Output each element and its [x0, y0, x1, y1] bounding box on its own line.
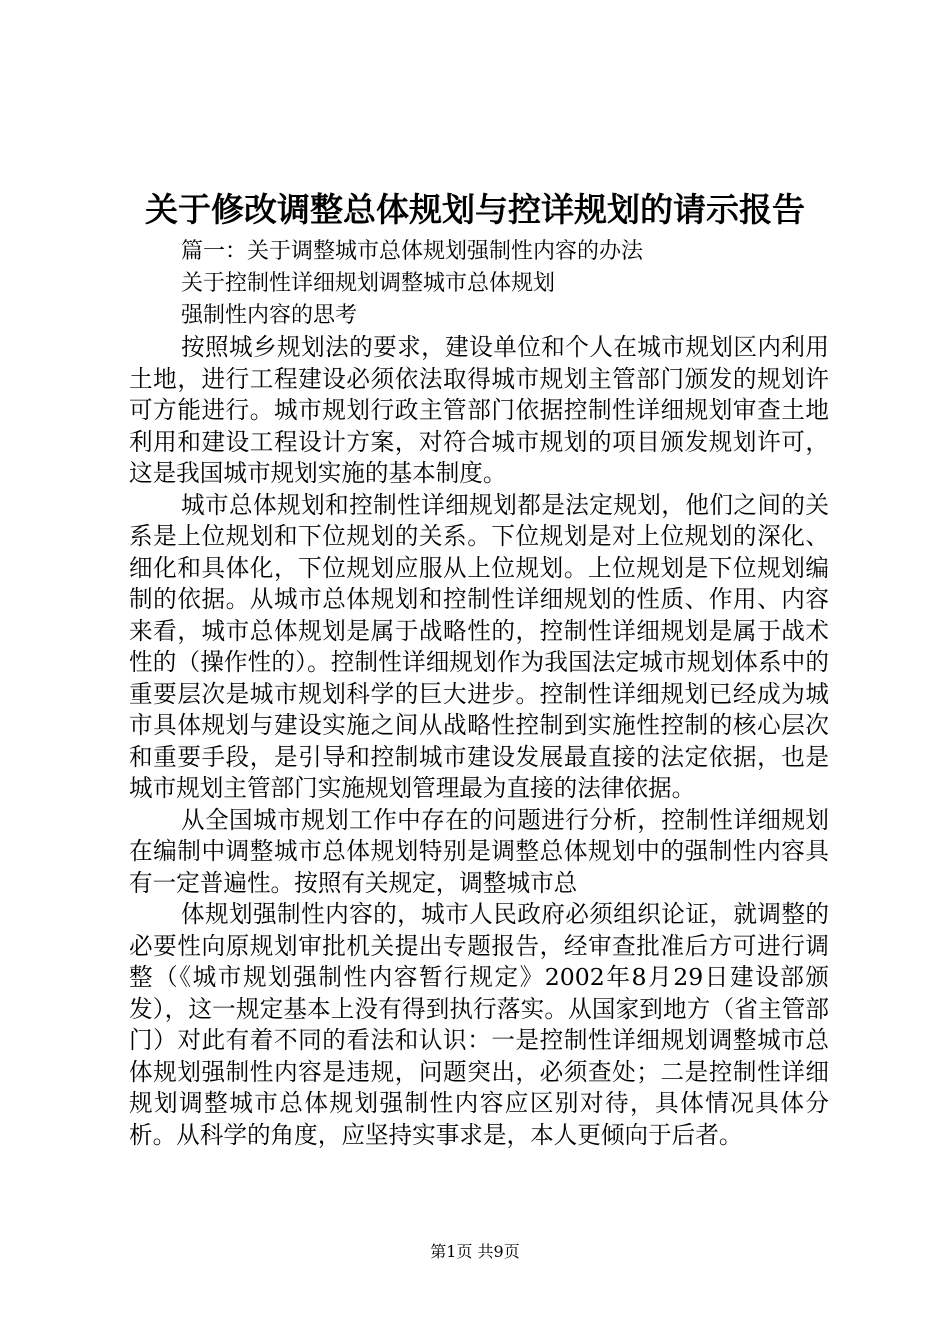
- intro-line: 强制性内容的思考: [181, 303, 358, 328]
- page-number-footer: 第1页 共9页: [430, 1242, 520, 1261]
- intro-line: 篇一：关于调整城市总体规划强制性内容的办法: [181, 239, 644, 264]
- document-title: 关于修改调整总体规划与控详规划的请示报告: [145, 190, 805, 229]
- body-paragraph: 从全国城市规划工作中存在的问题进行分析，控制性详细规划在编制中调整城市总体规划特别是调整总体规划中的强制性内容具有一定普遍性。按照有关规定，调整城市总: [129, 805, 829, 897]
- body-paragraph: 城市总体规划和控制性详细规划都是法定规划，他们之间的关系是上位规划和下位规划的关系。下位规划是对上位规划的深化、细化和具体化，下位规划应服从上位规划。上位规划是下位规划编制的依据。从城市总体规划和控制性详细规划的性质、作用、内容来看，城市总体规划是属于战略性的，控制性详细规划是属于战术性的（操作性的）。控制性详细规划作为我国法定城市规划体系中的重要层次是城市规划科学的巨大进步。控制性详细规划已经成为城市具体规划与建设实施之间从战略性控制到实施性控制的核心层次和重要手段，是引导和控制城市建设发展最直接的法定依据，也是城市规划主管部门实施规划管理最为直接的法律依据。: [129, 490, 829, 802]
- body-paragraph: 按照城乡规划法的要求，建设单位和个人在城市规划区内利用土地，进行工程建设必须依法取得城市规划主管部门颁发的规划许可方能进行。城市规划行政主管部门依据控制性详细规划审查土地利用和建设工程设计方案，对符合城市规划的项目颁发规划许可，这是我国城市规划实施的基本制度。: [129, 333, 829, 487]
- intro-line: 关于控制性详细规划调整城市总体规划: [181, 271, 556, 296]
- body-paragraph: 体规划强制性内容的，城市人民政府必须组织论证，就调整的必要性向原规划审批机关提出专题报告，经审查批准后方可进行调整（《城市规划强制性内容暂行规定》2002年8月29日建设部颁发），这一规定基本上没有得到执行落实。从国家到地方（省主管部门）对此有着不同的看法和认识：一是控制性详细规划调整城市总体规划强制性内容是违规，问题突出，必须查处；二是控制性详细规划调整城市总体规划强制性内容应区别对待，具体情况具体分析。从科学的角度，应坚持实事求是，本人更倾向于后者。: [129, 900, 829, 1149]
- document-body: [129, 236, 829, 1151]
